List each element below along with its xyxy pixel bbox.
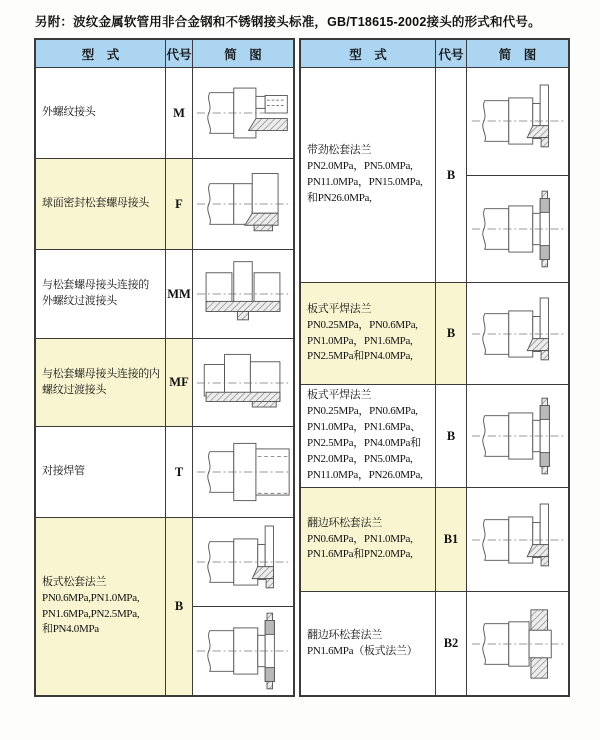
table-row-female-thread-transition-joint [36, 338, 293, 426]
type-text-line: 球面密封松套螺母接头 [42, 197, 149, 210]
diagram-cell [192, 339, 293, 426]
code-cell: B [435, 68, 466, 282]
table-row-plate-loose-flange [36, 517, 293, 695]
fitting-table-right [299, 38, 570, 697]
code-cell: F [165, 159, 192, 249]
type-text-line: 外螺纹过渡接头 [42, 295, 117, 307]
reducer-diagram [193, 339, 293, 426]
fitting-table-left [34, 38, 295, 697]
type-text-line: 带劲松套法兰 [307, 144, 372, 157]
table-row-neck-loose-flange [301, 67, 568, 282]
type-text-line: 螺纹过渡接头 [42, 383, 107, 396]
type-text-line: PN1.6MPa和PN2.0MPa, [307, 548, 413, 561]
type-cell [36, 68, 165, 158]
diagram-cell [466, 592, 568, 695]
flange-top-diagram [193, 518, 293, 606]
type-text-line: PN1.0MPa，PN1.6MPa, [307, 334, 413, 347]
code-cell: T [165, 427, 192, 517]
type-cell [36, 339, 165, 426]
table-row-plate-flat-weld-flange-2 [301, 384, 568, 487]
type-text-line: 外螺纹接头 [42, 106, 96, 119]
table-row-lapped-ring-loose-flange-b2 [301, 591, 568, 695]
type-text-line: 翻边环松套法兰 [307, 516, 382, 529]
type-text-line: PN1.6MPa,PN2.5MPa, [42, 607, 140, 620]
flange-top-diagram [467, 68, 568, 175]
column-header-type: 型 式 [36, 40, 165, 67]
diagram-cell [466, 488, 568, 591]
type-text-line: PN0.6MPa,PN1.0MPa, [42, 591, 140, 604]
type-text-line: 翻边环松套法兰 [307, 628, 382, 641]
nipple-diagram [193, 250, 293, 338]
flange-top-diagram [467, 283, 568, 384]
flange-both-diagram [467, 175, 568, 283]
type-cell [301, 385, 435, 487]
diagram-cell [466, 283, 568, 384]
column-header-diagram: 简 图 [192, 40, 293, 67]
table-row-lapped-ring-loose-flange-b1 [301, 487, 568, 591]
table-row-male-thread-joint [36, 67, 293, 158]
type-cell [36, 159, 165, 249]
butt-weld-diagram [193, 427, 293, 517]
table-header-row [301, 40, 568, 67]
type-text-line: 与松套螺母接头连接的 [42, 279, 149, 292]
code-cell: B1 [435, 488, 466, 591]
flange-both-diagram [467, 385, 568, 487]
diagram-cell [466, 68, 568, 282]
type-text-line: 和PN4.0MPa [42, 623, 99, 636]
diagram-cell [192, 250, 293, 338]
flange-ring-diagram [467, 592, 568, 695]
diagram-cell [192, 159, 293, 249]
type-text-line: PN0.6MPa，PN1.0MPa, [307, 532, 413, 545]
table-header-row [36, 40, 293, 67]
type-text-line: PN11.0MPa，PN15.0MPa, [307, 176, 423, 188]
column-header-code: 代号 [165, 40, 192, 67]
type-cell [301, 592, 435, 695]
table-row-butt-weld-pipe [36, 426, 293, 517]
code-cell: B [435, 385, 466, 487]
type-cell [301, 283, 435, 384]
type-text-line: PN11.0MPa，PN26.0MPa, [307, 468, 423, 481]
type-text-line: PN1.6MPa（板式法兰） [307, 644, 418, 657]
table-row-male-thread-transition-joint [36, 249, 293, 338]
diagram-cell [466, 385, 568, 487]
swivel-nut-diagram [193, 159, 293, 249]
column-header-type: 型 式 [301, 40, 435, 67]
type-text-line: 板式平焊法兰 [307, 389, 372, 402]
type-text-line: PN2.5MPa和PN4.0MPa, [307, 350, 413, 363]
type-text-line: 板式平焊法兰 [307, 302, 372, 315]
column-header-code: 代号 [435, 40, 466, 67]
code-cell: B [435, 283, 466, 384]
type-text-line: 与松套螺母接头连接的内 [42, 367, 160, 380]
diagram-cell [192, 518, 293, 695]
code-cell: MF [165, 339, 192, 426]
diagram-cell [192, 68, 293, 158]
code-cell: MM [165, 250, 192, 338]
type-text-line: PN2.0MPa，PN5.0MPa, [307, 160, 413, 173]
flange-both-diagram [193, 606, 293, 695]
table-row-spherical-seal-loose-nut-joint [36, 158, 293, 249]
type-text-line: PN1.0MPa，PN1.6MPa、 [307, 421, 421, 434]
diagram-cell [192, 427, 293, 517]
page-title: 另附：波纹金属软管用非合金钢和不锈钢接头标准，GB/T18615-2002接头的形式和代号。 [35, 15, 541, 29]
type-text-line: 对接焊管 [42, 465, 85, 478]
type-cell [36, 250, 165, 338]
type-text-line: PN2.5MPa，PN4.0MPa和 [307, 437, 421, 449]
type-cell [36, 427, 165, 517]
type-text-line: PN0.25MPa，PN0.6MPa, [307, 318, 418, 331]
type-text-line: PN0.25MPa，PN0.6MPa, [307, 405, 418, 418]
column-header-diagram: 简 图 [466, 40, 568, 67]
type-cell [301, 68, 435, 282]
type-text-line: 板式松套法兰 [42, 575, 107, 588]
flange-top-diagram [467, 488, 568, 591]
type-text-line: PN2.0MPa，PN5.0MPa, [307, 452, 413, 465]
table-row-plate-flat-weld-flange-1 [301, 282, 568, 384]
male-thread-diagram [193, 68, 293, 158]
code-cell: B [165, 518, 192, 695]
type-cell [301, 488, 435, 591]
code-cell: B2 [435, 592, 466, 695]
type-text-line: 和PN26.0MPa, [307, 191, 372, 204]
type-cell [36, 518, 165, 695]
code-cell: M [165, 68, 192, 158]
tables-wrap [34, 38, 570, 697]
